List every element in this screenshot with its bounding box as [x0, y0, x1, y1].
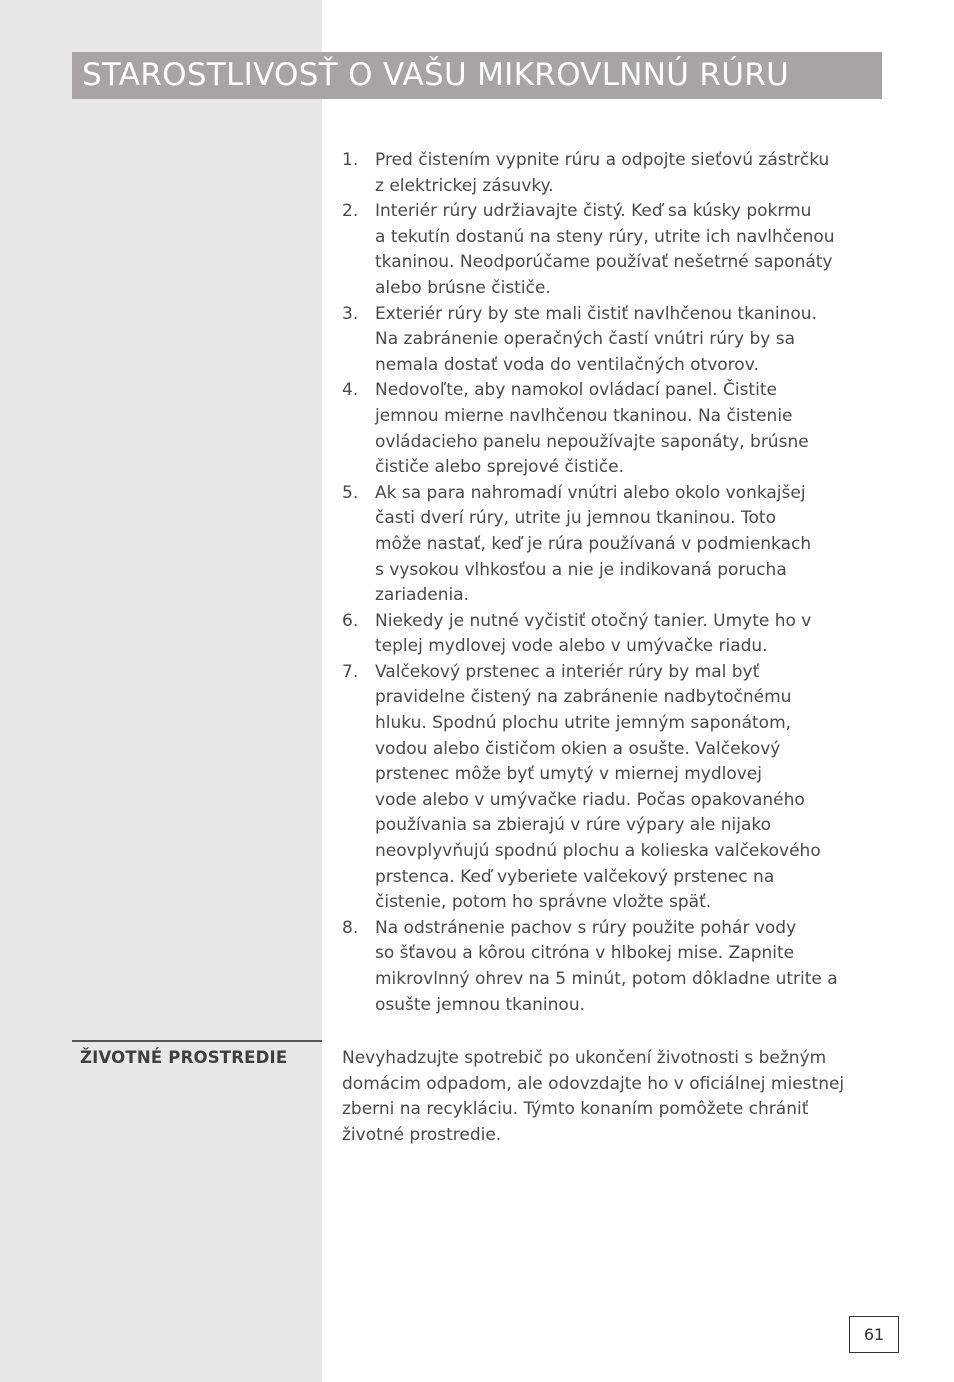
step-text: Interiér rúry udržiavajte čistý. Keď sa kúsky pokrmu a tekutín dostanú na steny rúry, utrite ich navlhčenou tkaninou. Neodporúčame používať nešetrné saponáty alebo brúsne čističe. — [375, 201, 835, 298]
step-number: 7. — [342, 661, 359, 682]
care-steps-list — [342, 148, 887, 1018]
page-number-label: 61 — [863, 1325, 885, 1344]
list-item — [342, 199, 887, 301]
step-text: Valčekový prstenec a interiér rúry by mal byť pravidelne čistený na zabránenie nadbytočnému hluku. Spodnú plochu utrite jemným saponátom, vodou alebo čističom okien a osušte. Valčekový prstenec môže byť umytý v miernej mydlovej vode alebo v umývačke riadu. Počas opakovaného používania sa zbierajú v rúre výpary ale nijako neovplyvňujú spodnú plochu a kolieska valčekového prstenca. Keď vyberiete valčekový prstenec na čistenie, potom ho správne vložte späť. — [375, 661, 821, 913]
step-text: Na odstránenie pachov s rúry použite pohár vody so šťavou a kôrou citróna v hlbokej mise. Zapnite mikrovlnný ohrev na 5 minút, potom dôkladne utrite a osušte jemnou tkaninou. — [375, 917, 838, 1015]
step-text: Pred čistením vypnite rúru a odpojte sieťovú zástrčku z elektrickej zásuvky. — [375, 150, 830, 196]
step-text: Nedovoľte, aby namokol ovládací panel. Čistite jemnou mierne navlhčenou tkaninou. Na čistenie ovládacieho panelu nepoužívajte saponáty, brúsne čističe alebo sprejové čističe. — [375, 380, 809, 478]
list-item — [342, 609, 887, 660]
section-divider — [72, 1040, 322, 1042]
step-number: 4. — [342, 380, 359, 401]
step-text: Ak sa para nahromadí vnútri alebo okolo vonkajšej časti dverí rúry, utrite ju jemnou tkaninou. Toto môže nastať, keď je rúra používaná v podmienkach s vysokou vlhkosťou a nie je indikovaná porucha zariadenia. — [375, 482, 812, 606]
page-title: STAROSTLIVOSŤ O VAŠU MIKROVLNNÚ RÚRU — [82, 57, 790, 93]
step-text: Niekedy je nutné vyčistiť otočný tanier. Umyte ho v teplej mydlovej vode alebo v umývačke riadu. — [375, 610, 812, 657]
list-item — [342, 302, 887, 379]
list-item — [342, 916, 887, 1018]
step-number: 5. — [342, 482, 359, 503]
step-number: 2. — [342, 201, 359, 222]
step-number: 3. — [342, 303, 359, 324]
section-title-bar — [72, 52, 882, 99]
environment-heading: ŽIVOTNÉ PROSTREDIE — [80, 1048, 288, 1067]
step-text: Exteriér rúry by ste mali čistiť navlhčenou tkaninou. Na zabránenie operačných častí vnútri rúry by sa nemala dostať voda do ventilačných otvorov. — [375, 303, 817, 375]
step-number: 8. — [342, 917, 359, 938]
step-number: 6. — [342, 610, 359, 631]
step-number: 1. — [342, 150, 359, 170]
list-item — [342, 378, 887, 480]
environment-paragraph: Nevyhadzujte spotrebič po ukončení životnosti s bežným domácim odpadom, ale odovzdajte ho v oficiálnej miestnej zberni na recykláciu. Týmto konaním pomôžete chrániť životné prostredie. — [342, 1048, 845, 1145]
list-item — [342, 148, 887, 199]
left-sidebar-band — [0, 0, 322, 1382]
page-number — [849, 1316, 899, 1353]
list-item — [342, 660, 887, 916]
list-item — [342, 481, 887, 609]
